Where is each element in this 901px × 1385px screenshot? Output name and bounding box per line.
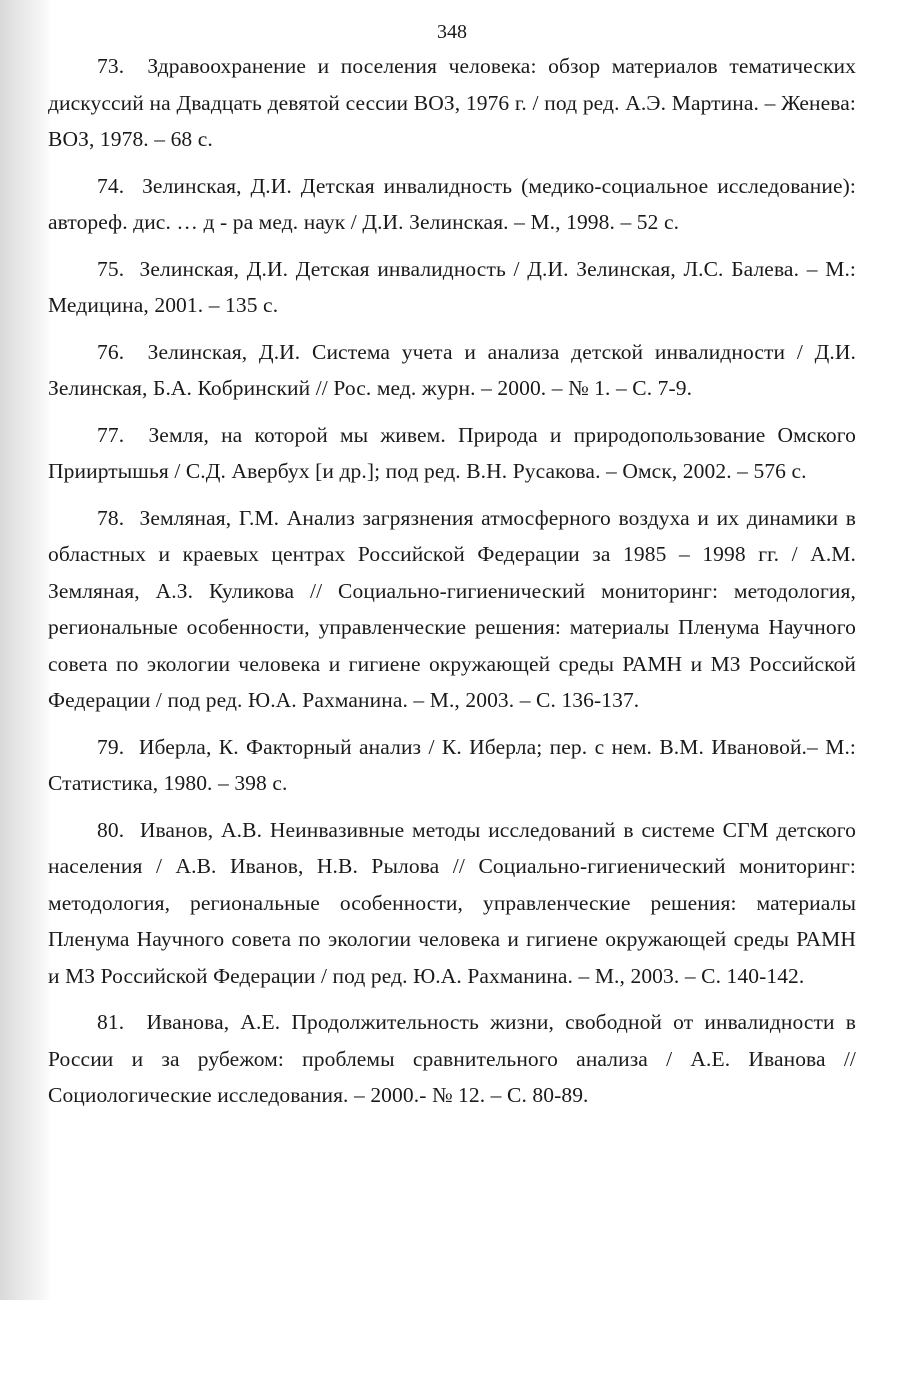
reference-entry-81 <box>48 1004 856 1114</box>
reference-entry-77 <box>48 417 856 490</box>
reference-number: 76. <box>97 339 125 364</box>
reference-text: Иберла, К. Факторный анализ / К. Иберла; пер. с нем. В.М. Ивановой.– М.: Статистика, 1980. – 398 с. <box>48 734 856 795</box>
reference-number: 78. <box>97 505 125 530</box>
reference-entry-76 <box>48 334 856 407</box>
reference-number: 75. <box>97 256 125 281</box>
reference-number: 73. <box>97 54 125 78</box>
reference-number: 80. <box>97 817 125 842</box>
reference-number: 81. <box>97 1010 125 1034</box>
reference-entry-75 <box>48 251 856 324</box>
reference-text: Зелинская, Д.И. Детская инвалидность / Д.И. Зелинская, Л.С. Балева. – М.: Медицина, 2001. – 135 с. <box>48 256 856 317</box>
reference-entry-78 <box>48 500 856 719</box>
reference-text: Иванова, А.Е. Продолжительность жизни, свободной от инвалидности в России и за рубежом: проблемы сравнительного анализа / А.Е. Иванова // Социологические исследования. – 2000.- № 12. – С. 80-89. <box>48 1010 856 1107</box>
scan-shadow-edge <box>0 0 52 1300</box>
reference-entry-80 <box>48 812 856 995</box>
reference-text: Земля, на которой мы живем. Природа и природопользование Омского Прииртышья / С.Д. Авербух [и др.]; под ред. В.Н. Русакова. – Омск, 2002. – 576 с. <box>48 422 856 483</box>
reference-text: Здравоохранение и поселения человека: обзор материалов тематических дискуссий на Двадцать девятой сессии ВОЗ, 1976 г. / под ред. А.Э. Мартина. – Женева: ВОЗ, 1978. – 68 с. <box>48 54 856 151</box>
reference-entry-79 <box>48 729 856 802</box>
reference-number: 77. <box>97 422 125 447</box>
reference-number: 79. <box>97 734 125 759</box>
reference-text: Зелинская, Д.И. Система учета и анализа детской инвалидности / Д.И. Зелинская, Б.А. Кобринский // Рос. мед. журн. – 2000. – № 1. – С. 7-9. <box>48 339 856 400</box>
reference-text: Иванов, А.В. Неинвазивные методы исследований в системе СГМ детского населения / А.В. Иванов, Н.В. Рылова // Социально-гигиенический мониторинг: методология, региональные особенности, управленческие решения: материалы Пленума Научного совета по экологии человека и гигиене окружающей среды РАМН и МЗ Российской Федерации / под ред. Ю.А. Рахманина. – М., 2003. – С. 140-142. <box>48 817 856 988</box>
reference-number: 74. <box>97 173 125 198</box>
reference-entry-74 <box>48 168 856 241</box>
document-page <box>48 18 856 1124</box>
reference-text: Зелинская, Д.И. Детская инвалидность (медико-социальное исследование): автореф. дис. … д - ра мед. наук / Д.И. Зелинская. – М., 1998. – 52 с. <box>48 173 856 234</box>
reference-text: Земляная, Г.М. Анализ загрязнения атмосферного воздуха и их динамики в областных и краевых центрах Российской Федерации за 1985 – 1998 гг. / А.М. Земляная, А.З. Куликова // Социально-гигиенический мониторинг: методология, региональные особенности, управленческие решения: материалы Пленума Научного совета по экологии человека и гигиене окружающей среды РАМН и МЗ Российской Федерации / под ред. Ю.А. Рахманина. – М., 2003. – С. 136-137. <box>48 505 856 712</box>
page-number: 348 <box>437 21 467 43</box>
reference-entry-73 <box>48 48 856 158</box>
